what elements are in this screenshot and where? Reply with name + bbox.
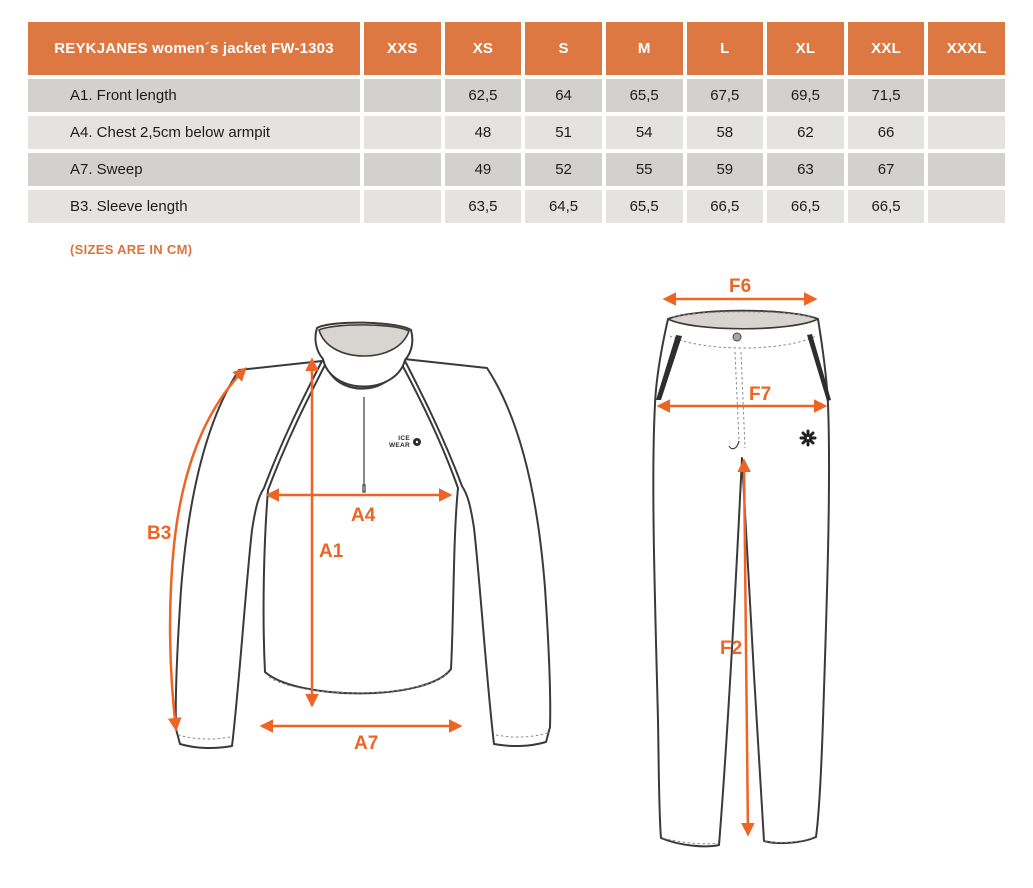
value-cell: 66,5: [687, 190, 764, 223]
value-cell: 66,5: [848, 190, 925, 223]
value-cell: 48: [445, 116, 522, 149]
value-cell: [928, 79, 1005, 112]
measurement-diagram: [0, 260, 1033, 888]
size-header-m: M: [606, 22, 683, 75]
measure-label-f7: F7: [749, 384, 772, 405]
table-title-cell: REYKJANES women´s jacket FW-1303: [28, 22, 360, 75]
measure-label-a4: A4: [351, 505, 376, 526]
size-header-xxs: XXS: [364, 22, 441, 75]
value-cell: 64: [525, 79, 602, 112]
size-header-xl: XL: [767, 22, 844, 75]
value-cell: 58: [687, 116, 764, 149]
value-cell: [364, 79, 441, 112]
value-cell: [364, 116, 441, 149]
value-cell: 69,5: [767, 79, 844, 112]
row-label: B3. Sleeve length: [28, 190, 360, 223]
value-cell: 63,5: [445, 190, 522, 223]
size-table: [28, 22, 1005, 223]
value-cell: 55: [606, 153, 683, 186]
pants-diagram: [653, 311, 831, 847]
value-cell: 54: [606, 116, 683, 149]
size-header-xxxl: XXXL: [928, 22, 1005, 75]
sizes-note: (SIZES ARE IN CM): [70, 242, 193, 257]
value-cell: 66,5: [767, 190, 844, 223]
jacket-diagram: [176, 323, 551, 748]
value-cell: [364, 153, 441, 186]
value-cell: [928, 153, 1005, 186]
value-cell: 65,5: [606, 79, 683, 112]
size-header-l: L: [687, 22, 764, 75]
size-header-s: S: [525, 22, 602, 75]
value-cell: 59: [687, 153, 764, 186]
size-header-xxl: XXL: [848, 22, 925, 75]
value-cell: 67,5: [687, 79, 764, 112]
size-header-xs: XS: [445, 22, 522, 75]
value-cell: 52: [525, 153, 602, 186]
value-cell: 65,5: [606, 190, 683, 223]
measure-label-f2: F2: [720, 638, 743, 659]
value-cell: 62: [767, 116, 844, 149]
pants-body: [653, 311, 829, 847]
measure-label-f6: F6: [729, 276, 752, 297]
measure-label-a1: A1: [319, 541, 344, 562]
value-cell: 63: [767, 153, 844, 186]
value-cell: 64,5: [525, 190, 602, 223]
value-cell: [364, 190, 441, 223]
value-cell: [928, 190, 1005, 223]
value-cell: 71,5: [848, 79, 925, 112]
row-label: A1. Front length: [28, 79, 360, 112]
value-cell: 66: [848, 116, 925, 149]
pants-button-icon: [733, 333, 741, 341]
snowflake-logo-icon: [801, 431, 815, 445]
svg-text:ICE: ICE: [398, 435, 410, 442]
row-label: A7. Sweep: [28, 153, 360, 186]
value-cell: 49: [445, 153, 522, 186]
svg-text:WEAR: WEAR: [388, 442, 410, 449]
value-cell: 51: [525, 116, 602, 149]
value-cell: 62,5: [445, 79, 522, 112]
row-label: A4. Chest 2,5cm below armpit: [28, 116, 360, 149]
measure-label-b3: B3: [147, 523, 172, 544]
value-cell: [928, 116, 1005, 149]
value-cell: 67: [848, 153, 925, 186]
measure-label-a7: A7: [354, 733, 379, 754]
